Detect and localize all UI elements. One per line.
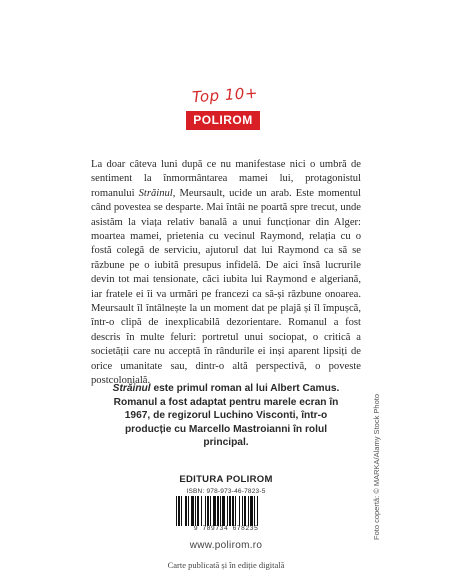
barcode-bar [176, 496, 177, 526]
barcode-bar [205, 496, 206, 526]
barcode-bar [239, 496, 240, 526]
isbn-block [162, 488, 290, 538]
barcode-bar [235, 496, 236, 526]
synopsis-part1: La doar câteva luni după ce nu manifestase nici o umbră de sentiment la înmormântarea mamei lui, protagonistul romanului [91, 159, 361, 199]
barcode-bar [181, 496, 182, 526]
barcode-bar [254, 496, 255, 526]
publisher-website: www.polirom.ro [189, 540, 263, 551]
barcode-bar [217, 496, 219, 526]
barcode-bar [248, 496, 249, 526]
photo-credit: Foto copertă: © MARKA/Alamy Stock Photo [372, 393, 381, 540]
barcode-bar [250, 496, 253, 526]
barcode-bar [242, 496, 243, 526]
barcode-bar [185, 496, 187, 526]
isbn-text: ISBN: 978-973-46-7823-5 [186, 488, 266, 495]
digital-edition-note: Carte publicată și în ediție digitală [167, 560, 285, 570]
barcode-bar [178, 496, 180, 526]
blurb-text [101, 382, 351, 450]
blurb-body: este primul roman al lui Albert Camus. Romanul a fost adaptat pentru marele ecran în 1967, de regizorul Luchino Visconti, într-o producție cu Marcello Mastroianni în rolul principal. [113, 383, 340, 449]
barcode-bar [210, 496, 211, 526]
barcode-bar [222, 496, 225, 526]
barcode-bar [188, 496, 189, 526]
synopsis-part2: , Meursault, ucide un arab. Este momentul când povestea se desparte. Mai întâi ne poartă spre trecut, unde asistăm la viața relativ banală a unui funcționar din Alger: moartea mamei, prietenia cu vecinul Raymond, relația cu o fostă colegă de serviciu, ajutorul dat lui Raymond ca să se răzbune pe o iubită presupus infidelă. De aici însă lucrurile devin tot mai tensionate, căci iubita lui Raymond e algeriană, iar fratele ei îi va urmări pe francezi ca să-și răzbune onoarea. Meursault îl întâlnește la un moment dat pe plajă și îl împușcă, într-o clipă de inexplicabilă dezorientare. Romanul a fost descris în multe feluri: portretul unui sociopat, o critică a societății care nu acceptă în rândurile ei inși aparent lipsiți de orice umanitate sau, dintr-o altă perspectivă, o poveste postcolonială. [91, 187, 361, 387]
publisher-imprint: EDITURA POLIROM [179, 474, 273, 485]
series-label: Top 10+ [191, 83, 259, 107]
barcode-bar [244, 496, 246, 526]
barcode-bar [195, 496, 196, 526]
barcode-digits: 9 789734 678235 [193, 525, 259, 532]
barcode-bar [197, 496, 199, 526]
blurb-title-italic: Străinul [112, 383, 151, 394]
barcode-bar [220, 496, 221, 526]
barcode-bar [257, 496, 258, 526]
barcode-bar [207, 496, 209, 526]
barcode-bar [227, 496, 228, 526]
barcode-bar [229, 496, 231, 526]
barcode-icon [174, 496, 278, 526]
publisher-badge: POLIROM [186, 111, 260, 130]
barcode-bar [232, 496, 234, 526]
barcode-bar [213, 496, 216, 526]
synopsis-text [91, 158, 361, 389]
book-title-italic: Străinul [138, 187, 173, 199]
barcode-bar [191, 496, 194, 526]
barcode-bar [201, 496, 202, 526]
